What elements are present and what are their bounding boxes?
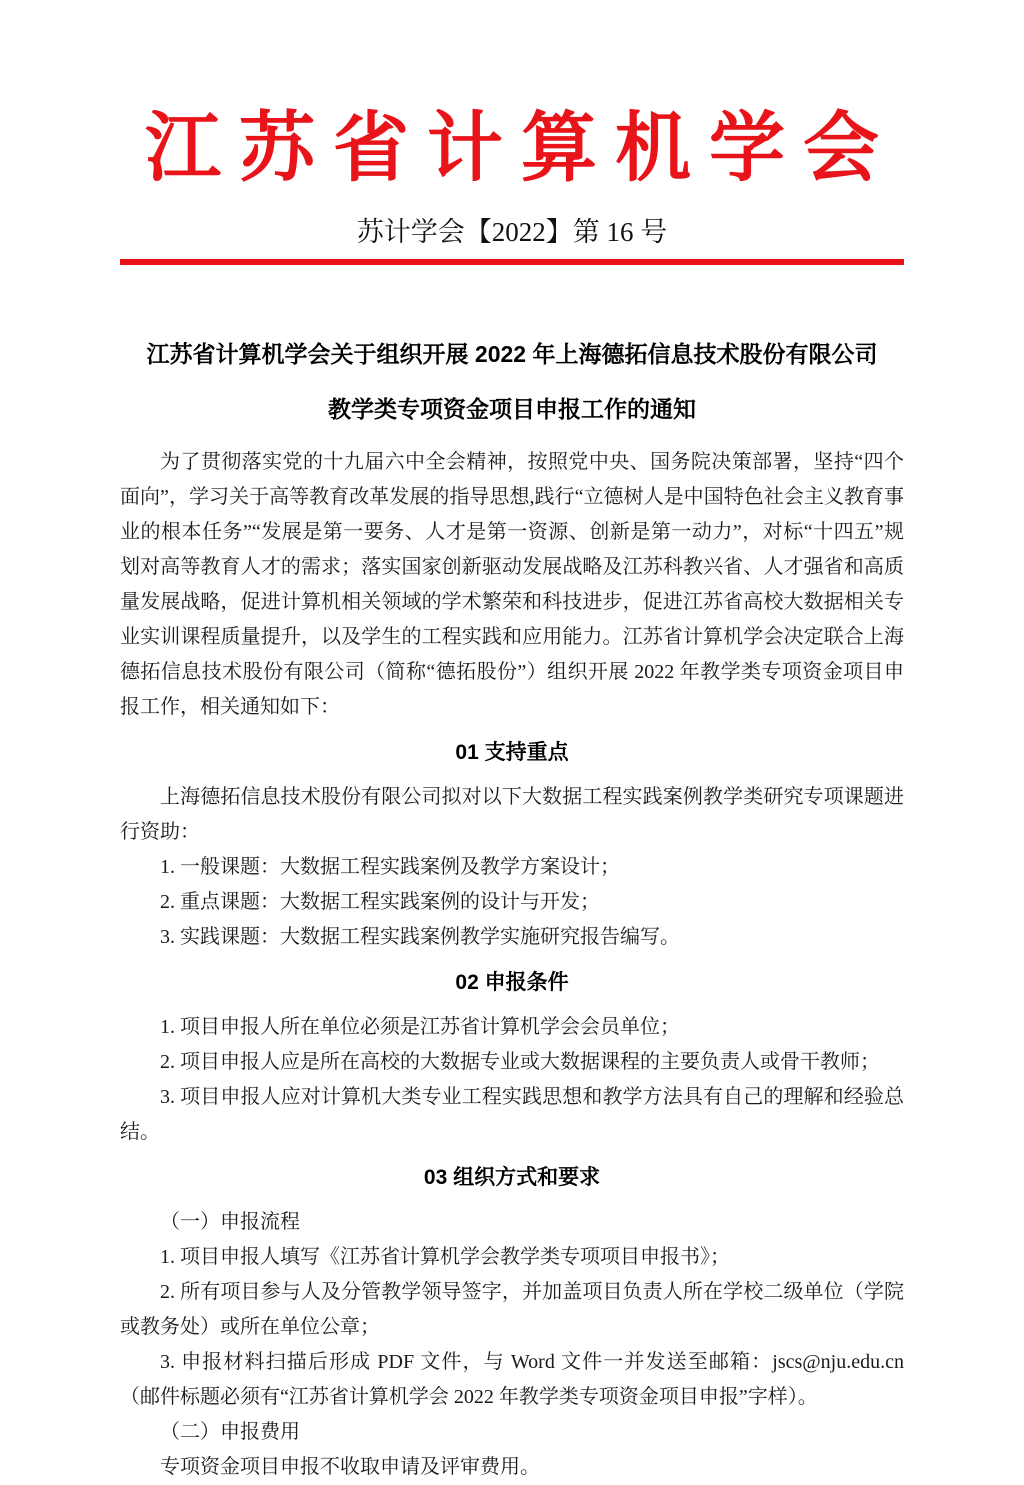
notice-title-line-1: 江苏省计算机学会关于组织开展 2022 年上海德拓信息技术股份有限公司 bbox=[146, 340, 878, 367]
section-heading-application-conditions: 02 申报条件 bbox=[455, 970, 569, 994]
header-divider bbox=[120, 259, 904, 265]
section1-intro: 上海德拓信息技术股份有限公司拟对以下大数据工程实践案例教学类研究专项课题进行资助： bbox=[120, 785, 904, 843]
letterhead bbox=[120, 108, 904, 265]
section3-subheading-process: （一）申报流程 bbox=[160, 1210, 300, 1233]
organization-name: 江苏省计算机学会 bbox=[145, 107, 897, 191]
section-heading-organization-requirements: 03 组织方式和要求 bbox=[423, 1165, 601, 1189]
section2-item-3: 3. 项目申报人应对计算机大类专业工程实践思想和教学方法具有自己的理解和经验总结。 bbox=[120, 1085, 904, 1143]
section1-item-1: 1. 一般课题：大数据工程实践案例及教学方案设计； bbox=[160, 855, 620, 878]
section-heading-support-focus: 01 支持重点 bbox=[455, 740, 569, 764]
section3-fees-text: 专项资金项目申报不收取申请及评审费用。 bbox=[160, 1455, 540, 1478]
section1-item-3: 3. 实践课题：大数据工程实践案例教学实施研究报告编写。 bbox=[160, 925, 680, 948]
document-content bbox=[120, 0, 904, 1485]
section3-item-1: 1. 项目申报人填写《江苏省计算机学会教学类专项项目申报书》； bbox=[160, 1245, 730, 1268]
section2-item-1: 1. 项目申报人所在单位必须是江苏省计算机学会会员单位； bbox=[160, 1015, 680, 1038]
section3-item-2: 2. 所有项目参与人及分管教学领导签字，并加盖项目负责人所在学校二级单位（学院或教务处）或所在单位公章； bbox=[120, 1280, 904, 1338]
intro-paragraph: 为了贯彻落实党的十九届六中全会精神，按照党中央、国务院决策部署，坚持“四个面向”，学习关于高等教育改革发展的指导思想,践行“立德树人是中国特色社会主义教育事业的根本任务”“发展是第一要务、人才是第一资源、创新是第一动力”，对标“十四五”规划对高等教育人才的需求；落实国家创新驱动发展战略及江苏科教兴省、人才强省和高质量发展战略，促进计算机相关领域的学术繁荣和科技进步，促进江苏省高校大数据相关专业实训课程质量提升，以及学生的工程实践和应用能力。江苏省计算机学会决定联合上海德拓信息技术股份有限公司（简称“德拓股份”）组织开展 2022 年教学类专项资金项目申报工作，相关通知如下： bbox=[120, 450, 904, 718]
section3-subheading-fees: （二）申报费用 bbox=[160, 1420, 300, 1443]
section1-item-2: 2. 重点课题：大数据工程实践案例的设计与开发； bbox=[160, 890, 600, 913]
section2-item-2: 2. 项目申报人应是所在高校的大数据专业或大数据课程的主要负责人或骨干教师； bbox=[160, 1050, 880, 1073]
document-number: 苏计学会【2022】第 16 号 bbox=[356, 217, 668, 248]
section3-item-3: 3. 申报材料扫描后形成 PDF 文件，与 Word 文件一并发送至邮箱：jscs@nju.edu.cn（邮件标题必须有“江苏省计算机学会 2022 年教学类专项资金项目申报”字样）。 bbox=[120, 1350, 904, 1408]
notice-body bbox=[120, 445, 904, 1485]
notice-title-line-2: 教学类专项资金项目申报工作的通知 bbox=[328, 395, 696, 422]
notice-title bbox=[120, 327, 904, 437]
